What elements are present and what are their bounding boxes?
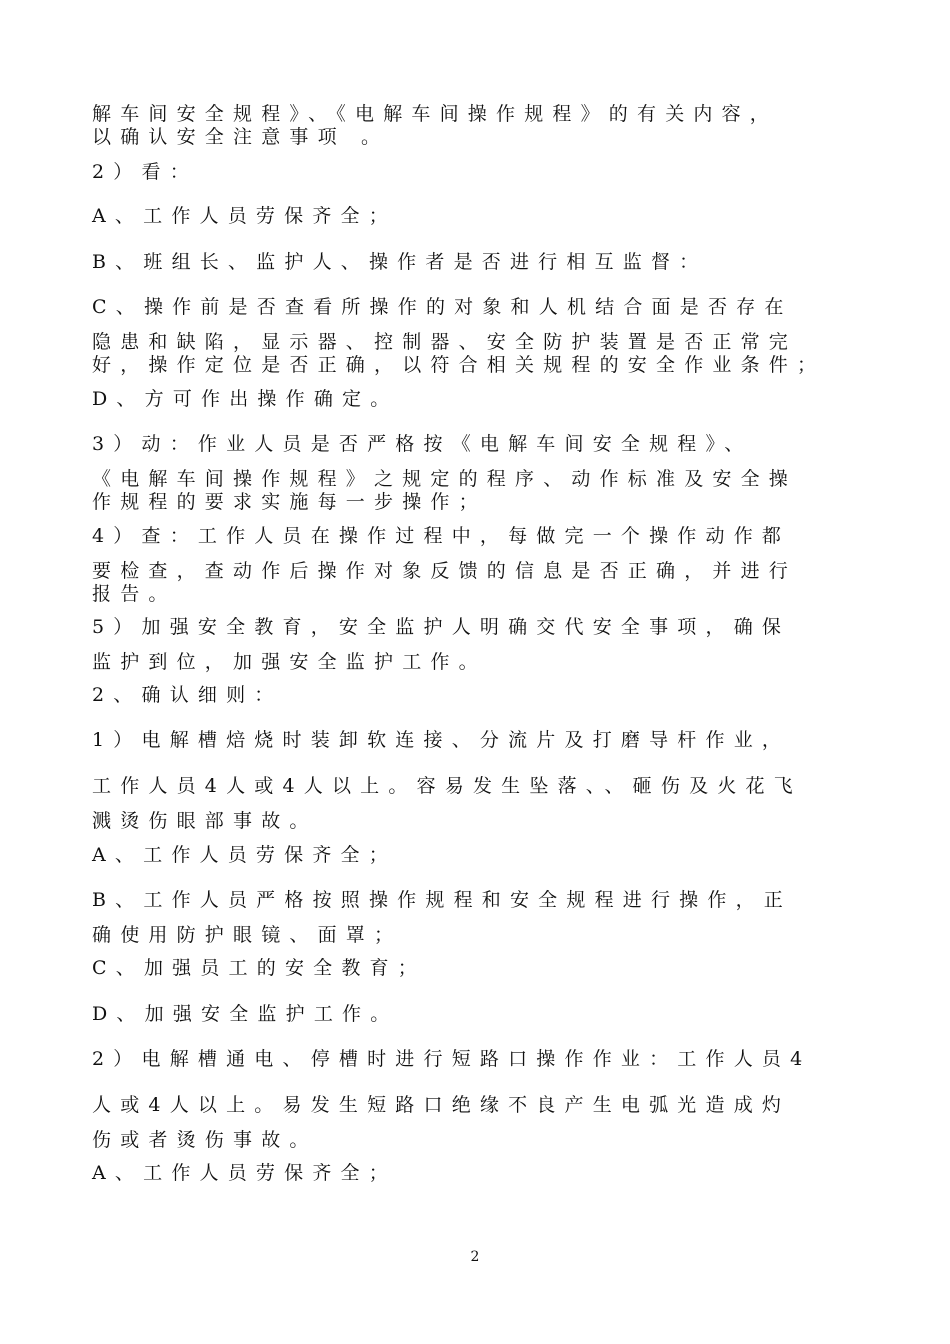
text-line: C、操作前是否查看所操作的对象和人机结合面是否存在 — [92, 296, 793, 318]
text-line: 隐患和缺陷，显示器、控制器、安全防护装置是否正常完 — [92, 331, 798, 353]
text-line: 3）动：作业人员是否严格按《电解车间安全规程》、 — [92, 433, 753, 455]
text-line: B、班组长、监护人、操作者是否进行相互监督： — [92, 251, 708, 273]
text-line: 5）加强安全教育，安全监护人明确交代安全事项，确保 — [92, 616, 791, 638]
text-line: A、工作人员劳保齐全； — [92, 205, 397, 227]
text-line: 监护到位，加强安全监护工作。 — [92, 651, 487, 673]
text-line: C、加强员工的安全教育； — [92, 957, 426, 979]
text-line: 2）看： — [92, 161, 198, 183]
text-line: 人或4人以上。易发生短路口绝缘不良产生电弧光造成灼 — [92, 1094, 791, 1116]
text-line: 伤或者烫伤事故。 — [92, 1129, 318, 1151]
text-line: 工作人员4人或4人以上。容易发生坠落、、砸伤及火花飞 — [92, 775, 802, 797]
text-line: A、工作人员劳保齐全； — [92, 1162, 397, 1184]
text-line: 2）电解槽通电、停槽时进行短路口操作作业：工作人员4 — [92, 1048, 812, 1070]
text-line: 好，操作定位是否正确，以符合相关规程的安全作业条件； — [92, 354, 826, 376]
text-line: 确使用防护眼镜、面罩； — [92, 924, 403, 946]
text-line: B、工作人员严格按照操作规程和安全规程进行操作，正 — [92, 889, 792, 911]
text-line: 溅烫伤眼部事故。 — [92, 810, 318, 832]
text-line: 2、确认细则： — [92, 684, 283, 706]
text-line: 报告。 — [92, 583, 177, 605]
text-line: 要检查，查动作后操作对象反馈的信息是否正确，并进行 — [92, 560, 798, 582]
text-line: 作规程的要求实施每一步操作； — [92, 491, 487, 513]
text-line: A、工作人员劳保齐全； — [92, 844, 397, 866]
text-line: D、加强安全监护工作。 — [92, 1003, 399, 1025]
text-line: 以确认安全注意事项 。 — [92, 126, 390, 148]
page-number: 2 — [470, 1249, 480, 1265]
text-line: 4）查：工作人员在操作过程中，每做完一个操作动作都 — [92, 525, 791, 547]
text-line: 《电解车间操作规程》之规定的程序、动作标准及安全操 — [92, 468, 798, 490]
text-line: 解车间安全规程》、《电解车间操作规程》的有关内容， — [92, 103, 779, 125]
text-line: D、方可作出操作确定。 — [92, 388, 399, 410]
text-line: 1）电解槽焙烧时装卸软连接、分流片及打磨导杆作业， — [92, 729, 791, 751]
